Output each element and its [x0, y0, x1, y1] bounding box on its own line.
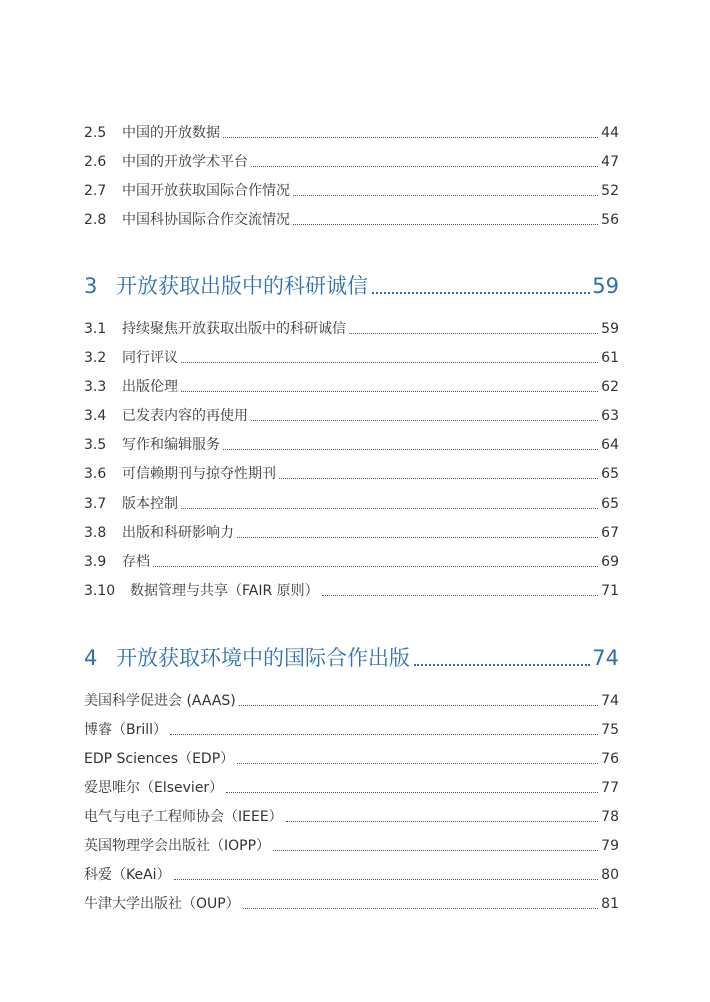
- dot-leader: [237, 536, 598, 538]
- entry-title: 出版伦理: [122, 379, 178, 395]
- dot-leader: [181, 507, 598, 509]
- toc-chapter-4[interactable]: [84, 640, 619, 676]
- dot-leader: [293, 194, 598, 196]
- toc-entry-3-2[interactable]: [84, 345, 619, 371]
- entry-page: 44: [601, 125, 619, 141]
- toc-entry-2-5[interactable]: [84, 120, 619, 146]
- entry-number: 2.7: [84, 183, 107, 199]
- entry-page: 69: [601, 554, 619, 570]
- dot-leader: [273, 849, 598, 851]
- dot-leader: [293, 223, 598, 225]
- entry-page: 71: [601, 583, 619, 599]
- entry-page: 52: [601, 183, 619, 199]
- entry-number: 3.7: [84, 496, 107, 512]
- dot-leader: [243, 907, 598, 909]
- toc-entry-3-7[interactable]: [84, 491, 619, 517]
- toc-entry-edp[interactable]: [84, 746, 619, 772]
- toc-entry-3-9[interactable]: [84, 549, 619, 575]
- toc-entry-aaas[interactable]: [84, 688, 619, 714]
- entry-page: 78: [601, 809, 619, 825]
- entry-page: 65: [601, 496, 619, 512]
- dot-leader: [286, 820, 599, 822]
- entry-page: 47: [601, 154, 619, 170]
- entry-title: 存档: [122, 554, 150, 570]
- entry-title: 英国物理学会出版社（IOPP）: [84, 838, 271, 854]
- dot-leader: [279, 477, 598, 479]
- toc-entry-3-5[interactable]: [84, 432, 619, 458]
- toc-entry-3-6[interactable]: [84, 461, 619, 487]
- entry-page: 61: [601, 350, 619, 366]
- dot-leader: [170, 733, 598, 735]
- dot-leader: [251, 165, 598, 167]
- chapter-title: 开放获取出版中的科研诚信: [116, 274, 368, 298]
- toc-entry-3-4[interactable]: [84, 403, 619, 429]
- entry-page: 81: [601, 896, 619, 912]
- entry-title: 出版和科研影响力: [122, 525, 234, 541]
- toc-entry-elsevier[interactable]: [84, 775, 619, 801]
- entry-number: 3.9: [84, 554, 107, 570]
- dot-leader: [237, 762, 598, 764]
- entry-number: 3.6: [84, 466, 107, 482]
- dot-leader: [223, 136, 598, 138]
- toc-entry-2-8[interactable]: [84, 207, 619, 233]
- entry-page: 62: [601, 379, 619, 395]
- toc-entry-3-3[interactable]: [84, 374, 619, 400]
- entry-number: 2.8: [84, 212, 107, 228]
- dot-leader: [239, 704, 598, 706]
- dot-leader: [226, 791, 598, 793]
- entry-title: 中国科协国际合作交流情况: [122, 212, 290, 228]
- toc-entry-ieee[interactable]: [84, 804, 619, 830]
- entry-title: 可信赖期刊与掠夺性期刊: [122, 466, 276, 482]
- chapter-page: 59: [592, 274, 619, 298]
- entry-page: 64: [601, 437, 619, 453]
- entry-title: 已发表内容的再使用: [122, 408, 248, 424]
- entry-number: 2.5: [84, 125, 107, 141]
- entry-title: 科爱（KeAi）: [84, 867, 171, 883]
- entry-title: 牛津大学出版社（OUP）: [84, 896, 240, 912]
- toc-entry-3-8[interactable]: [84, 520, 619, 546]
- entry-title: 美国科学促进会 (AAAS): [84, 693, 236, 709]
- entry-number: 3.2: [84, 350, 107, 366]
- dot-leader: [181, 390, 598, 392]
- entry-page: 63: [601, 408, 619, 424]
- entry-title: 博睿（Brill）: [84, 722, 168, 738]
- entry-page: 75: [601, 722, 619, 738]
- entry-title: 中国的开放学术平台: [122, 154, 248, 170]
- entry-page: 74: [601, 693, 619, 709]
- entry-title: 电气与电子工程师协会（IEEE）: [84, 809, 283, 825]
- chapter-page: 74: [592, 646, 619, 670]
- entry-title: 同行评议: [122, 350, 178, 366]
- toc-chapter-3[interactable]: [84, 268, 619, 304]
- toc-entry-2-7[interactable]: [84, 178, 619, 204]
- entry-title: 版本控制: [122, 496, 178, 512]
- entry-page: 56: [601, 212, 619, 228]
- entry-page: 79: [601, 838, 619, 854]
- toc-entry-3-10[interactable]: [84, 578, 619, 604]
- entry-number: 3.4: [84, 408, 107, 424]
- dot-leader: [372, 291, 590, 294]
- dot-leader: [181, 361, 598, 363]
- dot-leader: [174, 878, 599, 880]
- entry-page: 77: [601, 780, 619, 796]
- chapter-title: 开放获取环境中的国际合作出版: [116, 646, 410, 670]
- toc-entry-iopp[interactable]: [84, 833, 619, 859]
- entry-title: 中国开放获取国际合作情况: [122, 183, 290, 199]
- entry-number: 3.5: [84, 437, 107, 453]
- entry-title: 持续聚焦开放获取出版中的科研诚信: [122, 321, 346, 337]
- dot-leader: [251, 419, 598, 421]
- entry-page: 67: [601, 525, 619, 541]
- entry-page: 80: [601, 867, 619, 883]
- chapter-number: 4: [84, 646, 98, 670]
- toc-entry-keai[interactable]: [84, 862, 619, 888]
- dot-leader: [349, 332, 598, 334]
- toc-entry-3-1[interactable]: [84, 316, 619, 342]
- chapter-number: 3: [84, 274, 98, 298]
- entry-page: 65: [601, 466, 619, 482]
- toc-entry-2-6[interactable]: [84, 149, 619, 175]
- entry-page: 76: [601, 751, 619, 767]
- dot-leader: [322, 594, 599, 596]
- entry-title: 爱思唯尔（Elsevier）: [84, 780, 224, 796]
- entry-number: 2.6: [84, 154, 107, 170]
- toc-entry-brill[interactable]: [84, 717, 619, 743]
- toc-entry-oup[interactable]: [84, 891, 619, 917]
- entry-title: 写作和编辑服务: [122, 437, 220, 453]
- entry-title: EDP Sciences（EDP）: [84, 751, 235, 767]
- entry-number: 3.1: [84, 321, 107, 337]
- entry-title: 中国的开放数据: [122, 125, 220, 141]
- entry-number: 3.3: [84, 379, 107, 395]
- dot-leader: [414, 663, 590, 666]
- dot-leader: [223, 448, 598, 450]
- entry-page: 59: [601, 321, 619, 337]
- dot-leader: [153, 565, 598, 567]
- entry-number: 3.8: [84, 525, 107, 541]
- entry-number: 3.10: [84, 583, 116, 599]
- entry-title: 数据管理与共享（FAIR 原则）: [130, 583, 319, 599]
